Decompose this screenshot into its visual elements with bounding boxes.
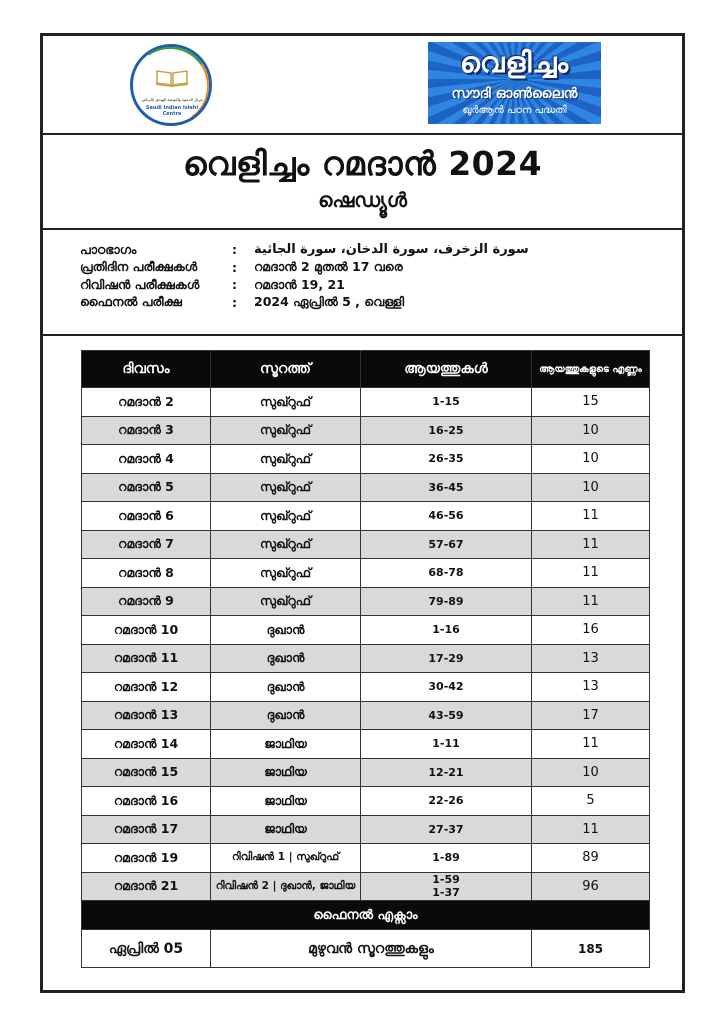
ayat-count-cell: 13	[532, 644, 650, 673]
info-row-revision-exams	[80, 276, 529, 294]
ayat-count-cell: 89	[532, 844, 650, 873]
table-row	[82, 445, 650, 474]
ayat-count-cell: 10	[532, 416, 650, 445]
day-cell: റമദാൻ 8	[82, 559, 211, 588]
velicham-logo	[428, 42, 601, 124]
table-row	[82, 872, 650, 901]
ayat-range-cell: 1-89	[361, 844, 532, 873]
surah-cell: ജാഥിയ	[211, 787, 361, 816]
surah-cell: സുഖ്റുഫ്	[211, 445, 361, 474]
day-cell: റമദാൻ 17	[82, 815, 211, 844]
table-row	[82, 730, 650, 759]
day-cell: റമദാൻ 13	[82, 701, 211, 730]
ayat-count-cell: 11	[532, 530, 650, 559]
ayat-count-cell: 17	[532, 701, 650, 730]
page-title: വെളിച്ചം റമദാൻ 2024	[182, 144, 543, 183]
info-colon: :	[232, 294, 237, 310]
final-exam-row	[82, 930, 650, 968]
table-row	[82, 587, 650, 616]
day-cell: റമദാൻ 2	[82, 388, 211, 417]
table-row	[82, 530, 650, 559]
column-header-ayat-count: ആയത്തുകളുടെ എണ്ണം	[532, 351, 650, 388]
ayat-count-cell: 5	[532, 787, 650, 816]
final-exam-date: ഏപ്രിൽ 05	[82, 930, 211, 968]
surah-cell: സുഖ്റുഫ്	[211, 559, 361, 588]
ayat-range-cell: 12-21	[361, 758, 532, 787]
table-row	[82, 559, 650, 588]
surah-cell: സുഖ്റുഫ്	[211, 473, 361, 502]
table-row	[82, 416, 650, 445]
day-cell: റമദാൻ 7	[82, 530, 211, 559]
ayat-range-cell: 1-11	[361, 730, 532, 759]
day-cell: റമദാൻ 4	[82, 445, 211, 474]
ayat-range-cell: 30-42	[361, 673, 532, 702]
ayat-range-cell: 1-16	[361, 616, 532, 645]
open-book-icon	[155, 67, 189, 87]
surah-cell: സുഖ്റുഫ്	[211, 587, 361, 616]
table-row	[82, 787, 650, 816]
ayat-count-cell: 10	[532, 758, 650, 787]
table-header-row	[82, 351, 650, 388]
day-cell: റമദാൻ 15	[82, 758, 211, 787]
table-row	[82, 473, 650, 502]
day-cell: റമദാൻ 16	[82, 787, 211, 816]
day-cell: റമദാൻ 3	[82, 416, 211, 445]
ayat-range-cell: 36-45	[361, 473, 532, 502]
day-cell: റമദാൻ 21	[82, 872, 211, 901]
logo-arabic-text: مركز الدعوة والتوعية الهندي بالرياض	[141, 97, 203, 102]
day-cell: റമദാൻ 6	[82, 502, 211, 531]
info-row-daily-exams	[80, 259, 529, 277]
section-divider	[43, 334, 682, 336]
ayat-range-cell: 27-37	[361, 815, 532, 844]
surah-cell: റിവിഷൻ 1 | സുഖ്റുഫ്	[211, 844, 361, 873]
ayat-range-cell: 79-89	[361, 587, 532, 616]
day-cell: റമദാൻ 19	[82, 844, 211, 873]
ayat-count-cell: 11	[532, 587, 650, 616]
schedule-sheet	[40, 33, 685, 993]
info-value: سورة الزخرف، سورة الدخان، سورة الجاثية	[254, 242, 529, 258]
surah-cell: സുഖ്റുഫ്	[211, 388, 361, 417]
ayat-count-cell: 10	[532, 445, 650, 474]
column-header-surah: സൂറത്ത്	[211, 351, 361, 388]
info-block	[80, 241, 529, 311]
day-cell: റമദാൻ 11	[82, 644, 211, 673]
ayat-count-cell: 11	[532, 502, 650, 531]
final-exam-heading-row	[82, 901, 650, 930]
info-label: റിവിഷൻ പരീക്ഷകൾ	[80, 276, 200, 292]
info-label: പാഠഭാഗം	[80, 241, 137, 257]
surah-cell: ജാഥിയ	[211, 815, 361, 844]
ayat-count-cell: 13	[532, 673, 650, 702]
info-row-syllabus	[80, 241, 529, 259]
velicham-tagline-1: സൗദി ഓൺലൈൻ	[451, 86, 578, 102]
column-header-ayat: ആയത്തുകൾ	[361, 351, 532, 388]
final-exam-syllabus: മുഴുവൻ സൂറത്തുകളും	[211, 930, 532, 968]
surah-cell: ദുഖാൻ	[211, 701, 361, 730]
surah-cell: ദുഖാൻ	[211, 673, 361, 702]
velicham-tagline-2: ഖുർആൻ പഠന പദ്ധതി	[462, 105, 567, 116]
ayat-range-cell: 16-25	[361, 416, 532, 445]
table-row	[82, 388, 650, 417]
schedule-table	[81, 350, 650, 968]
table-row	[82, 616, 650, 645]
surah-cell: സുഖ്റുഫ്	[211, 416, 361, 445]
table-row	[82, 844, 650, 873]
ayat-count-cell: 96	[532, 872, 650, 901]
ayat-count-cell: 10	[532, 473, 650, 502]
surah-cell: ദുഖാൻ	[211, 644, 361, 673]
ayat-count-cell: 11	[532, 730, 650, 759]
table-row	[82, 644, 650, 673]
ayat-range-line: 1-37	[432, 886, 460, 900]
islahi-centre-logo	[130, 44, 212, 126]
ayat-range-cell: 68-78	[361, 559, 532, 588]
section-divider	[43, 133, 682, 135]
logo-english-text: Saudi Indian Islahi Centre	[145, 105, 199, 117]
info-colon: :	[232, 277, 237, 293]
page-subtitle: ഷെഡ്യൂൾ	[318, 188, 407, 212]
surah-cell: സുഖ്റുഫ്	[211, 530, 361, 559]
info-colon: :	[232, 259, 237, 275]
surah-cell: ദുഖാൻ	[211, 616, 361, 645]
ayat-range-cell: 43-59	[361, 701, 532, 730]
info-row-final-exam	[80, 294, 529, 312]
ayat-count-cell: 11	[532, 559, 650, 588]
ayat-range-cell	[361, 872, 532, 901]
ayat-range-cell: 22-26	[361, 787, 532, 816]
ayat-range-cell: 17-29	[361, 644, 532, 673]
day-cell: റമദാൻ 5	[82, 473, 211, 502]
ayat-range-cell: 1-15	[361, 388, 532, 417]
surah-cell: സുഖ്റുഫ്	[211, 502, 361, 531]
info-value: റമദാൻ 2 മുതൽ 17 വരെ	[254, 259, 403, 275]
ayat-count-cell: 16	[532, 616, 650, 645]
day-cell: റമദാൻ 14	[82, 730, 211, 759]
table-row	[82, 502, 650, 531]
ayat-range-cell: 26-35	[361, 445, 532, 474]
info-value: റമദാൻ 19, 21	[254, 276, 345, 292]
section-divider	[43, 228, 682, 230]
surah-cell: റിവിഷൻ 2 | ദുഖാൻ, ജാഥിയ	[211, 872, 361, 901]
day-cell: റമദാൻ 12	[82, 673, 211, 702]
info-label: പ്രതിദിന പരീക്ഷകൾ	[80, 259, 198, 275]
column-header-day: ദിവസം	[82, 351, 211, 388]
final-exam-heading: ഫൈനൽ എക്സാം	[82, 901, 650, 930]
table-row	[82, 758, 650, 787]
table-row	[82, 673, 650, 702]
ayat-count-cell: 11	[532, 815, 650, 844]
info-colon: :	[232, 242, 237, 258]
final-exam-ayat-count: 185	[532, 930, 650, 968]
surah-cell: ജാഥിയ	[211, 758, 361, 787]
ayat-range-cell: 46-56	[361, 502, 532, 531]
day-cell: റമദാൻ 9	[82, 587, 211, 616]
ayat-range-line: 1-59	[432, 873, 460, 887]
day-cell: റമദാൻ 10	[82, 616, 211, 645]
ayat-range-cell: 57-67	[361, 530, 532, 559]
info-value: 2024 ഏപ്രിൽ 5 , വെള്ളി	[254, 294, 405, 310]
surah-cell: ജാഥിയ	[211, 730, 361, 759]
table-row	[82, 701, 650, 730]
ayat-count-cell: 15	[532, 388, 650, 417]
velicham-brand-text: വെളിച്ചം	[459, 46, 570, 79]
info-label: ഫൈനൽ പരീക്ഷ	[80, 294, 182, 310]
table-row	[82, 815, 650, 844]
